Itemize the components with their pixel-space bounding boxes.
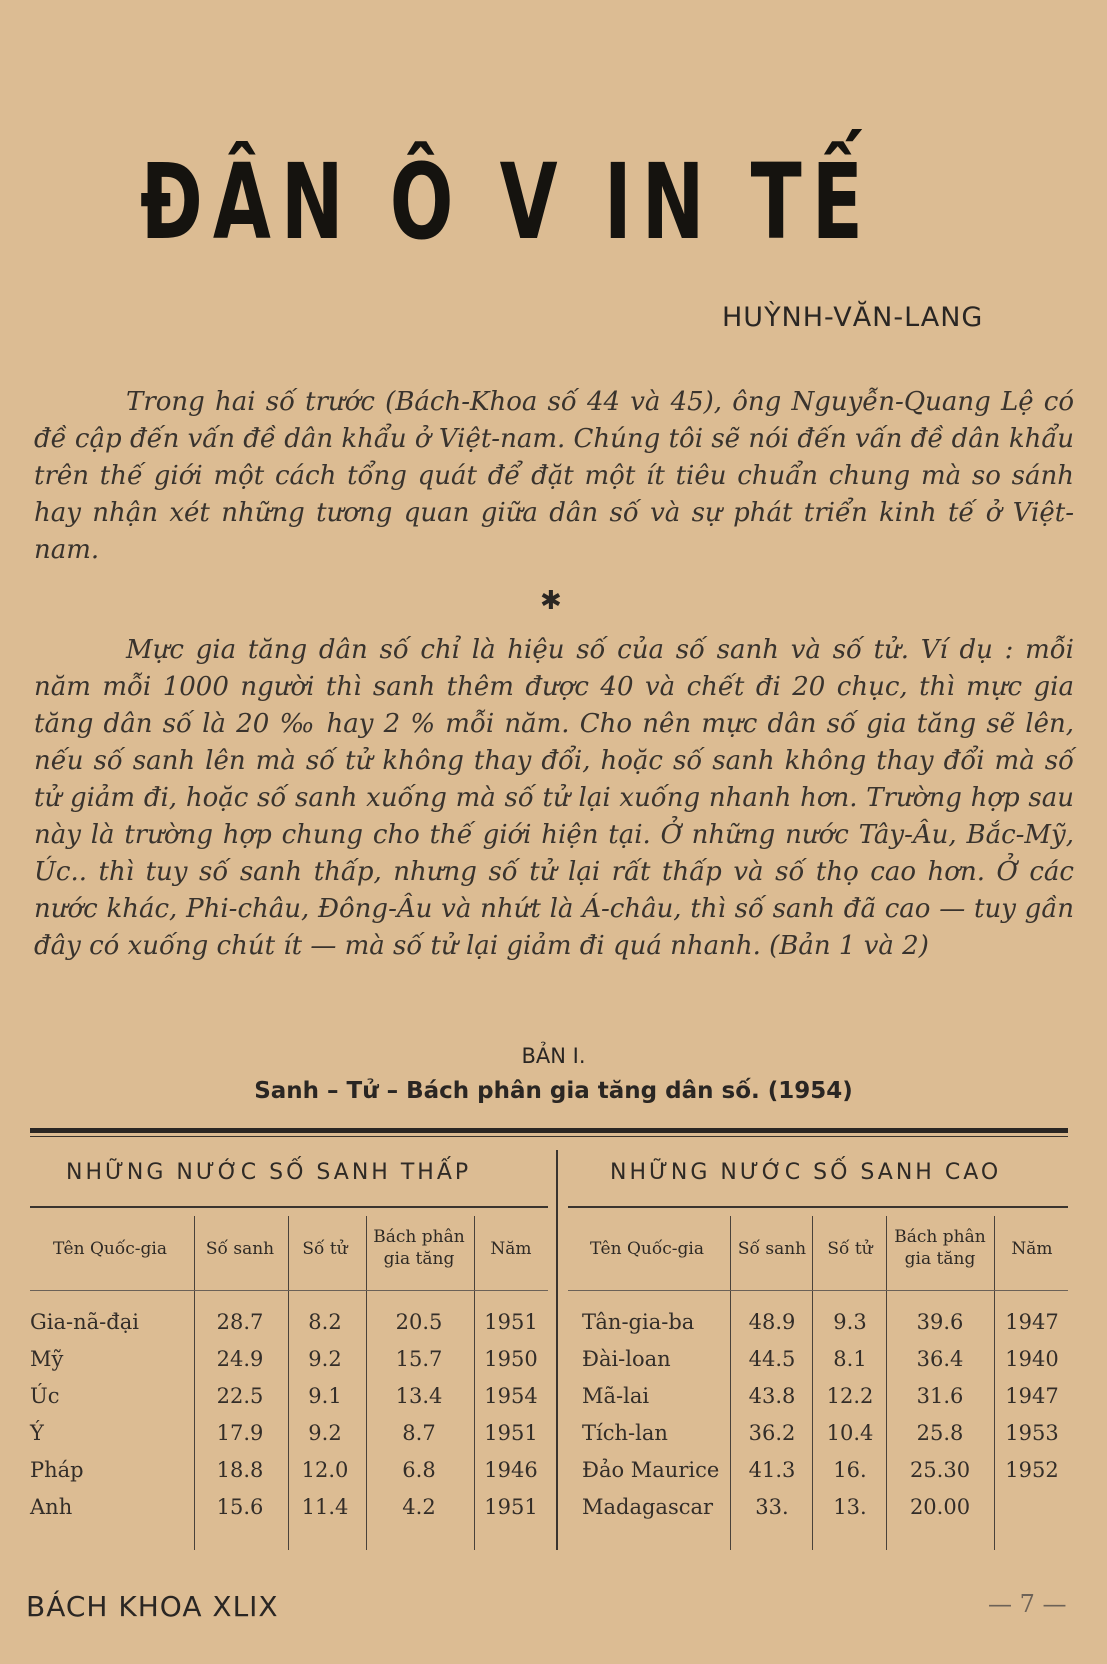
cell-country: Mã-lai — [582, 1384, 650, 1408]
cell-year: 1950 — [484, 1347, 538, 1371]
cell-country: Đảo Maurice — [582, 1458, 720, 1482]
cell-growth: 25.30 — [909, 1458, 971, 1482]
paragraph-growth: Mực gia tăng dân số chỉ là hiệu số của số sanh và số tử. Ví dụ : mỗi năm mỗi 1000 người thì sanh thêm được 40 và chết đi 20 chục, thì mực gia tăng dân số là 20 ‰ hay 2 % mỗi năm. Cho nên mực dân số gia tăng sẽ lên, nếu số sanh lên mà số tử không thay đổi, hoặc số sanh không thay đổi mà số tử giảm đi, hoặc số sanh xuống mà số tử lại xuống nhanh hơn. Trường hợp sau này là trường hợp chung cho thế giới hiện tại. Ở những nước Tây-Âu, Bắc-Mỹ, Úc.. thì tuy số sanh thấp, nhưng số tử lại rất thấp và số thọ cao hơn. Ở các nước khác, Phi-châu, Đông-Âu và nhứt là Á-châu, thì số sanh đã cao — tuy gần đây có xuống chút ít — mà số tử lại giảm đi quá nhanh. (Bản 1 và 2) — [34, 635, 1074, 961]
page-number: — 7 — — [988, 1590, 1067, 1618]
col-sep — [812, 1216, 813, 1550]
colhead-high-year: Năm — [1011, 1239, 1053, 1259]
cell-year: 1946 — [484, 1458, 538, 1482]
cell-deaths: 12.0 — [301, 1458, 349, 1482]
cell-year: 1947 — [1005, 1384, 1059, 1408]
col-sep — [366, 1216, 367, 1550]
cell-deaths: 9.2 — [308, 1347, 342, 1371]
cell-year: 1947 — [1005, 1310, 1059, 1334]
cell-growth: 25.8 — [916, 1421, 964, 1445]
cell-deaths: 9.1 — [308, 1384, 342, 1408]
cell-growth: 8.7 — [402, 1421, 436, 1445]
col-sep — [886, 1216, 887, 1550]
article-title: ĐÂN Ô V IN TẾ — [140, 141, 874, 263]
cell-deaths: 10.4 — [826, 1421, 874, 1445]
cell-year: 1951 — [484, 1310, 538, 1334]
colhead-high-growth: Bách phân gia tăng — [894, 1227, 986, 1269]
group-header-low: NHỮNG NƯỚC SỐ SANH THẤP — [66, 1160, 472, 1185]
cell-growth: 36.4 — [916, 1347, 964, 1371]
cell-births: 43.8 — [748, 1384, 796, 1408]
cell-country: Úc — [30, 1384, 60, 1408]
section-separator: ✱ — [540, 586, 562, 616]
cell-country: Anh — [30, 1495, 73, 1519]
cell-country: Ý — [30, 1421, 44, 1445]
cell-growth: 20.00 — [909, 1495, 971, 1519]
cell-deaths: 9.3 — [833, 1310, 867, 1334]
cell-deaths: 16. — [833, 1458, 867, 1482]
cell-country: Madagascar — [582, 1495, 714, 1519]
table-top-rule-thin — [30, 1136, 1068, 1137]
cell-births: 18.8 — [216, 1458, 264, 1482]
author-name: HUỲNH-VĂN-LANG — [722, 302, 984, 333]
cell-country: Mỹ — [30, 1347, 64, 1371]
cell-year: 1940 — [1005, 1347, 1059, 1371]
cell-country: Tân-gia-ba — [582, 1310, 695, 1334]
cell-births: 36.2 — [748, 1421, 796, 1445]
cell-growth: 20.5 — [395, 1310, 443, 1334]
cell-deaths: 13. — [833, 1495, 867, 1519]
cell-year: 1952 — [1005, 1458, 1059, 1482]
colhead-high-deaths: Số tử — [827, 1239, 873, 1259]
header-rule-low — [30, 1290, 548, 1291]
cell-births: 48.9 — [748, 1310, 796, 1334]
publication-name: BÁCH KHOA XLIX — [26, 1590, 279, 1623]
group-rule-low — [30, 1206, 548, 1208]
paragraph-intro: Trong hai số trước (Bách-Khoa số 44 và 45), ông Nguyễn-Quang Lệ có đề cập đến vấn đề dân khẩu ở Việt-nam. Chúng tôi sẽ nói đến vấn đề dân khẩu trên thế giới một cách tổng quát để đặt một ít tiêu chuẩn chung mà so sánh hay nhận xét những tương quan giữa dân số và sự phát triển kinh tế ở Việt-nam. — [34, 387, 1074, 565]
table-title: Sanh – Tử – Bách phân gia tăng dân số. (1954) — [254, 1078, 853, 1104]
colhead-low-country: Tên Quốc-gia — [53, 1239, 167, 1259]
col-sep — [288, 1216, 289, 1550]
header-rule-high — [568, 1290, 1068, 1291]
cell-births: 24.9 — [216, 1347, 264, 1371]
colhead-high-births: Số sanh — [737, 1239, 807, 1259]
table-label: BẢN I. — [521, 1044, 586, 1068]
table-top-rule — [30, 1128, 1068, 1133]
cell-country: Pháp — [30, 1458, 84, 1482]
col-sep — [194, 1216, 195, 1550]
cell-country: Tích-lan — [582, 1421, 668, 1445]
cell-deaths: 9.2 — [308, 1421, 342, 1445]
colhead-low-deaths: Số tử — [302, 1239, 348, 1259]
cell-country: Gia-nã-đại — [30, 1310, 139, 1334]
cell-growth: 4.2 — [402, 1495, 436, 1519]
col-sep — [730, 1216, 731, 1550]
group-header-high: NHỮNG NƯỚC SỐ SANH CAO — [610, 1160, 1002, 1185]
group-rule-high — [568, 1206, 1068, 1208]
cell-births: 17.9 — [216, 1421, 264, 1445]
cell-year: 1953 — [1005, 1421, 1059, 1445]
colhead-high-country: Tên Quốc-gia — [590, 1239, 704, 1259]
cell-births: 33. — [755, 1495, 789, 1519]
cell-deaths: 8.2 — [308, 1310, 342, 1334]
colhead-low-year: Năm — [490, 1239, 532, 1259]
cell-births: 41.3 — [748, 1458, 796, 1482]
cell-growth: 39.6 — [916, 1310, 964, 1334]
cell-year: 1954 — [484, 1384, 538, 1408]
cell-growth: 31.6 — [916, 1384, 964, 1408]
colhead-low-growth: Bách phân gia tăng — [373, 1227, 465, 1269]
cell-growth: 6.8 — [402, 1458, 436, 1482]
cell-deaths: 11.4 — [301, 1495, 349, 1519]
cell-births: 22.5 — [216, 1384, 264, 1408]
cell-growth: 13.4 — [395, 1384, 443, 1408]
cell-deaths: 8.1 — [833, 1347, 867, 1371]
table-center-divider — [556, 1150, 558, 1550]
cell-deaths: 12.2 — [826, 1384, 874, 1408]
cell-year: 1951 — [484, 1421, 538, 1445]
cell-country: Đài-loan — [582, 1347, 671, 1371]
col-sep — [474, 1216, 475, 1550]
cell-year: 1951 — [484, 1495, 538, 1519]
cell-births: 15.6 — [216, 1495, 264, 1519]
colhead-low-births: Số sanh — [205, 1239, 275, 1259]
col-sep — [994, 1216, 995, 1550]
cell-births: 28.7 — [216, 1310, 264, 1334]
cell-births: 44.5 — [748, 1347, 796, 1371]
cell-growth: 15.7 — [395, 1347, 443, 1371]
